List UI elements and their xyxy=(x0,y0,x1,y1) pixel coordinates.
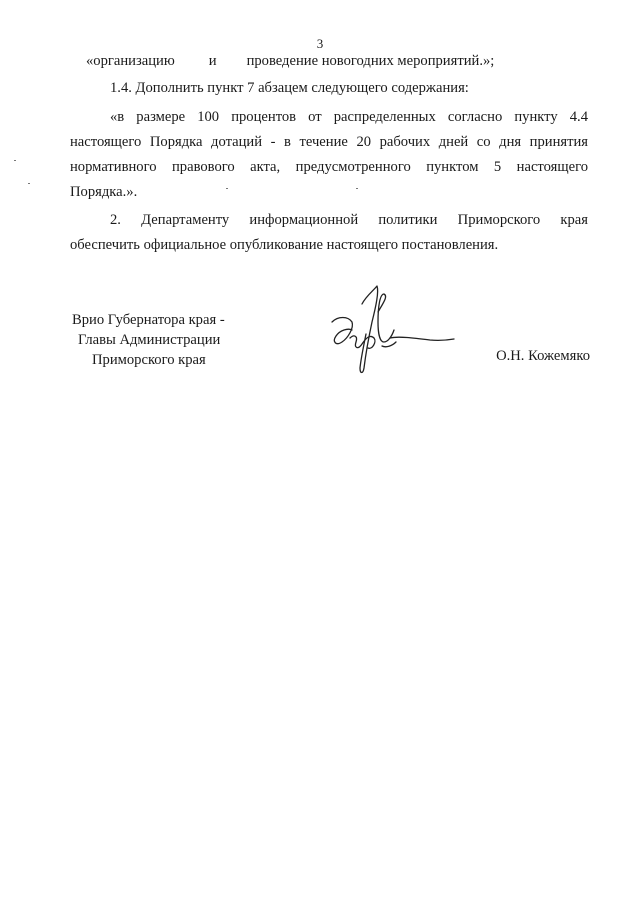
text-line-2: 1.4. Дополнить пункт 7 абзацем следующего содержания: xyxy=(110,80,469,96)
text-line-5: нормативного правового акта, предусмотренного пунктом 5 настоящего xyxy=(70,159,588,175)
signatory-name: О.Н. Кожемяко xyxy=(496,348,590,364)
text-line-8: обеспечить официальное опубликование настоящего постановления. xyxy=(70,237,499,253)
page-number: 3 xyxy=(316,36,324,51)
signatory-position xyxy=(72,310,225,370)
text-line-7: 2. Департаменту информационной политики Приморского края xyxy=(110,212,588,228)
text-line-4: настоящего Порядка дотаций - в течение 20 рабочих дней со дня принятия xyxy=(70,134,588,150)
text-line-6: Порядка.». xyxy=(70,184,138,200)
handwritten-signature xyxy=(322,282,456,378)
text-fragment: и xyxy=(208,53,217,69)
scan-speck xyxy=(356,188,358,189)
signatory-position-line: Приморского края xyxy=(92,352,206,368)
signatory-position-line: Главы Администрации xyxy=(78,332,221,348)
text-line-3: «в размере 100 процентов от распределенных согласно пункту 4.4 xyxy=(110,109,588,125)
signatory-position-line: Врио Губернатора края - xyxy=(72,312,225,328)
scan-speck xyxy=(14,160,16,161)
text-line-1 xyxy=(86,51,588,71)
scan-speck xyxy=(226,188,228,189)
scan-speck xyxy=(28,183,30,184)
text-fragment: «организацию xyxy=(86,53,175,69)
text-fragment: проведение новогодних мероприятий.»; xyxy=(246,53,495,69)
